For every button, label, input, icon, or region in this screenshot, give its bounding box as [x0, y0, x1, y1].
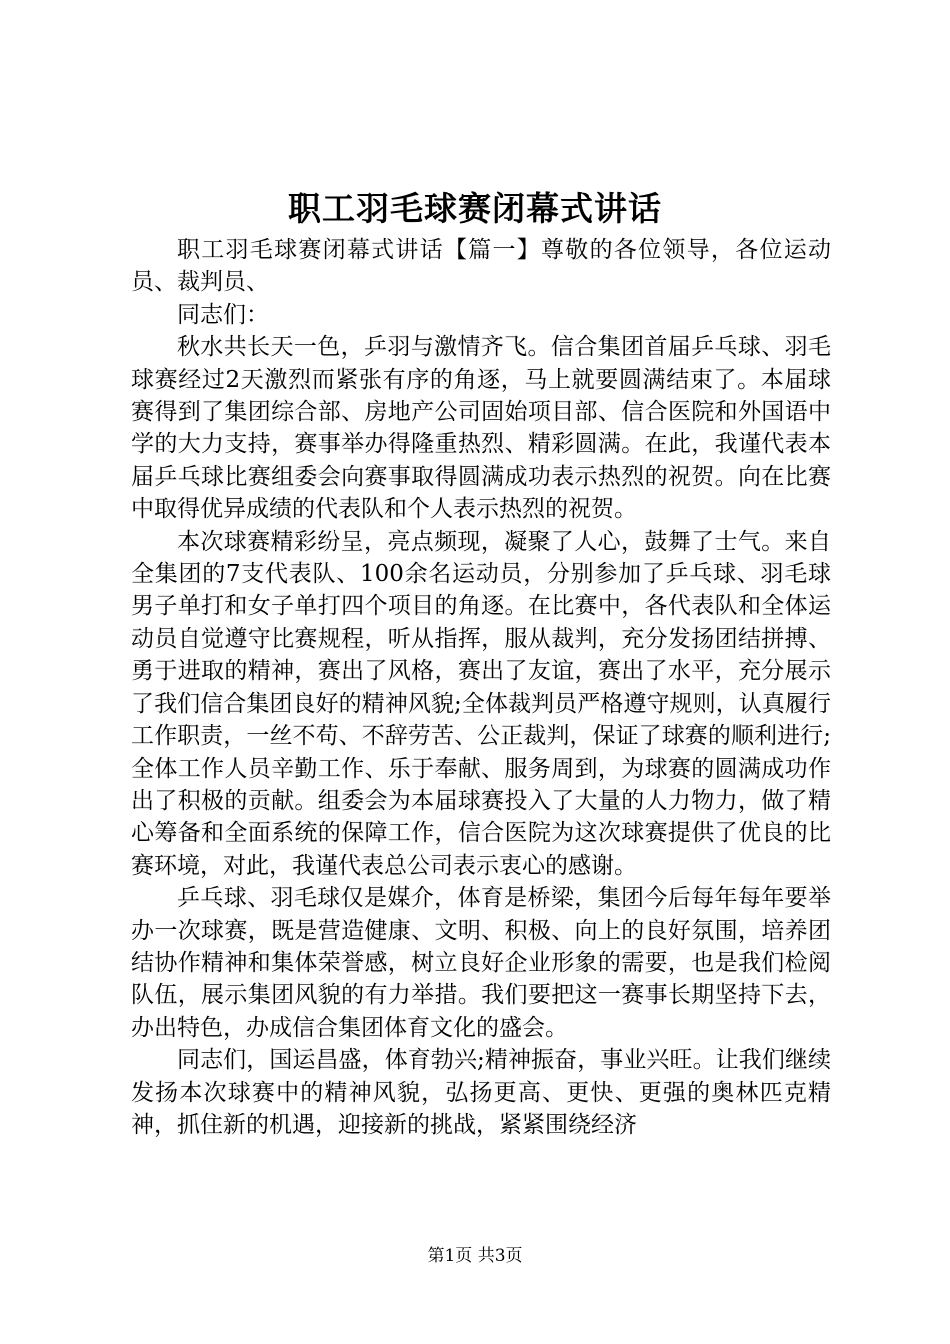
paragraph-significance: 乒乓球、羽毛球仅是媒介，体育是桥梁，集团今后每年每年要举办一次球赛，既是营造健康、文明、积极、向上的良好氛围，培养团结协作精神和集体荣誉感，树立良好企业形象的需要，也是我们检阅队伍，展示集团风貌的有力举措。我们要把这一赛事长期坚持下去，办出特色，办成信合集团体育文化的盛会。: [131, 885, 831, 1041]
paragraph-opening: 秋水共长天一色，乒羽与激情齐飞。信合集团首届乒乓球、羽毛球赛经过2天激烈而紧张有序的角逐，马上就要圆满结束了。本届球赛得到了集团综合部、房地产公司固始项目部、信合医院和外国语中学的大力支持，赛事举办得隆重热烈、精彩圆满。在此，我谨代表本届乒乓球比赛组委会向赛事取得圆满成功表示热烈的祝贺。向在比赛中取得优异成绩的代表队和个人表示热烈的祝贺。: [131, 334, 831, 523]
paragraph-salutation: 同志们：: [177, 301, 269, 328]
paragraph-intro: 职工羽毛球赛闭幕式讲话【篇一】尊敬的各位领导，各位运动员、裁判员、: [131, 237, 831, 296]
paragraph-closing: 同志们，国运昌盛，体育勃兴;精神振奋，事业兴旺。让我们继续发扬本次球赛中的精神风貌，弘扬更高、更快、更强的奥林匹克精神，抓住新的机遇，迎接新的挑战，紧紧围绕经济: [131, 1047, 831, 1138]
paragraph-highlights: 本次球赛精彩纷呈，亮点频现，凝聚了人心，鼓舞了士气。来自全集团的7支代表队、100余名运动员，分别参加了乒乓球、羽毛球男子单打和女子单打四个项目的角逐。在比赛中，各代表队和全体运动员自觉遵守比赛规程，听从指挥，服从裁判，充分发扬团结拼搏、勇于进取的精神，赛出了风格，赛出了友谊，赛出了水平，充分展示了我们信合集团良好的精神风貌;全体裁判员严格遵守规则，认真履行工作职责，一丝不苟、不辞劳苦、公正裁判，保证了球赛的顺利进行;全体工作人员辛勤工作、乐于奉献、服务周到，为球赛的圆满成功作出了积极的贡献。组委会为本届球赛投入了大量的人力物力，做了精心筹备和全面系统的保障工作，信合医院为这次球赛提供了优良的比赛环境，对此，我谨代表总公司表示衷心的感谢。: [131, 528, 831, 879]
document-title: 职工羽毛球赛闭幕式讲话: [288, 189, 662, 228]
page-number-footer: 第1页 共3页: [427, 1246, 523, 1266]
document-body: [131, 234, 831, 1141]
